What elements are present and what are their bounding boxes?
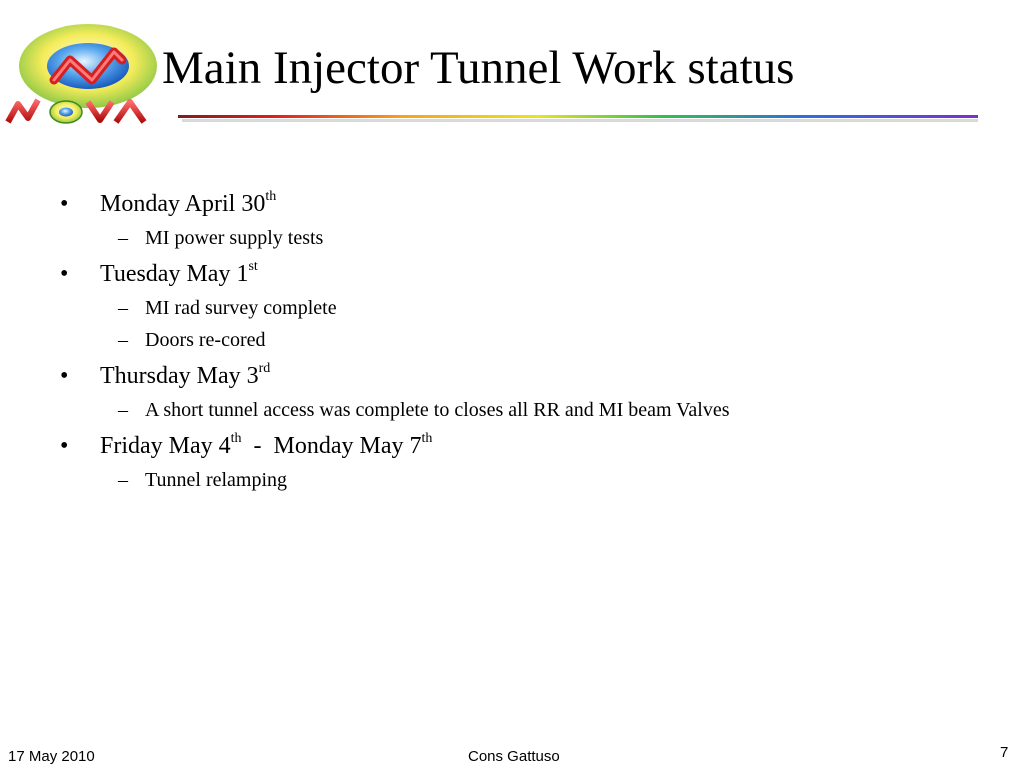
slide-body [60, 182, 990, 494]
ordinal-suffix: st [248, 259, 258, 274]
bullet-text: Monday April 30 [100, 191, 266, 217]
bullet-text-end: Monday May 7 [273, 433, 422, 459]
sub-bullet-text: A short tunnel access was complete to closes all RR and MI beam Valves [145, 399, 730, 421]
bullet-item [60, 360, 990, 392]
dash-marker: – [118, 399, 128, 421]
sub-bullet-item [60, 396, 990, 424]
bullet-item [60, 430, 990, 462]
dash-marker: – [118, 329, 128, 351]
sub-bullet-text: MI rad survey complete [145, 297, 337, 319]
footer-date: 17 May 2010 [8, 748, 95, 765]
sub-bullet-item [60, 466, 990, 494]
bullet-item [60, 258, 990, 290]
sub-bullet-text: MI power supply tests [145, 227, 324, 249]
sub-bullet-text: Tunnel relamping [145, 469, 288, 491]
sub-bullet-item [60, 224, 990, 252]
bullet-text: Thursday May 3 [100, 363, 259, 389]
bullet-marker: • [60, 261, 69, 287]
bullet-marker: • [60, 363, 69, 389]
page-number: 7 [1000, 744, 1009, 761]
ordinal-suffix: th [230, 431, 242, 446]
slide-title: Main Injector Tunnel Work status [162, 42, 795, 94]
dash-marker: – [118, 297, 128, 319]
bullet-text: Tuesday May 1 [100, 261, 249, 287]
sub-bullet-text: Doors re-cored [145, 329, 266, 351]
date-range-separator: - [241, 433, 274, 459]
nova-logo [4, 20, 164, 128]
bullet-marker: • [60, 433, 69, 459]
ordinal-suffix: rd [258, 361, 271, 376]
bullet-marker: • [60, 191, 69, 217]
dash-marker: – [118, 227, 128, 249]
title-rainbow-rule [178, 111, 978, 121]
ordinal-suffix: th [421, 431, 433, 446]
ordinal-suffix: th [265, 189, 277, 204]
sub-bullet-item [60, 294, 990, 322]
sub-bullet-item [60, 326, 990, 354]
dash-marker: – [118, 469, 128, 491]
bullet-text: Friday May 4 [100, 433, 231, 459]
bullet-item [60, 188, 990, 220]
footer-author: Cons Gattuso [468, 748, 560, 765]
